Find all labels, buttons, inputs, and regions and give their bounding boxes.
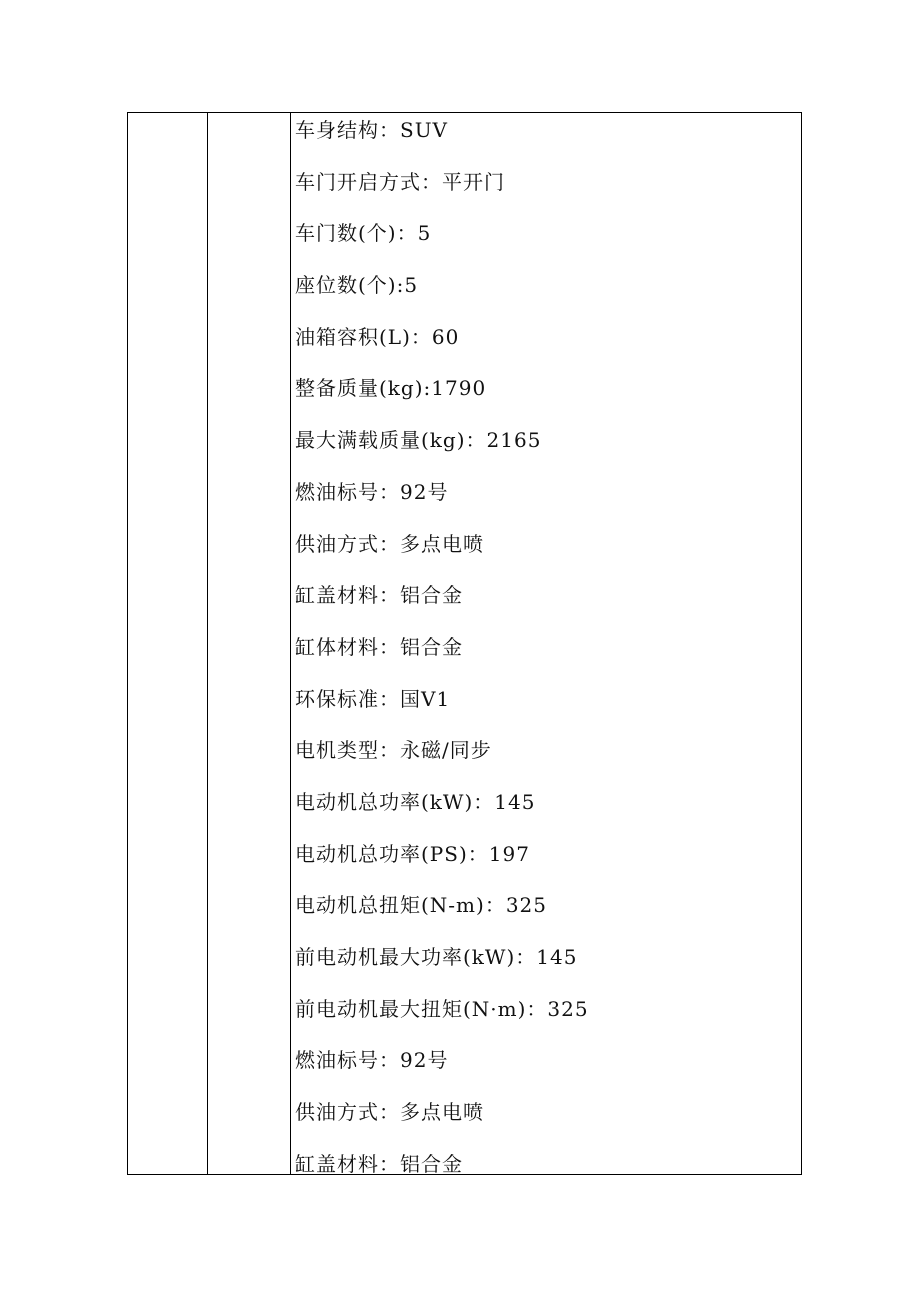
spec-line: 座位数(个):5 [295, 273, 419, 298]
spec-line: 前电动机最大功率(kW)：145 [295, 945, 578, 969]
empty-column-1 [128, 113, 208, 1174]
spec-line: 车门开启方式：平开门 [295, 169, 505, 194]
spec-line: 缸盖材料：铝合金 [295, 1151, 463, 1176]
empty-column-2 [208, 113, 291, 1174]
spec-line: 前电动机最大扭矩(N·m)：325 [295, 996, 589, 1021]
spec-line: 车门数(个)：5 [295, 221, 432, 246]
spec-line: 电机类型：永磁/同步 [295, 738, 492, 763]
spec-column [291, 113, 801, 1174]
spec-line: 燃油标号：92号 [295, 1048, 449, 1073]
spec-line: 电动机总功率(PS)：197 [295, 841, 530, 866]
spec-line: 缸体材料：铝合金 [295, 634, 463, 659]
spec-line: 缸盖材料：铝合金 [295, 583, 463, 608]
spec-line: 供油方式：多点电喷 [295, 531, 484, 556]
spec-line: 电动机总功率(kW)：145 [295, 789, 536, 814]
spec-line: 供油方式：多点电喷 [295, 1100, 484, 1125]
spec-table [127, 112, 802, 1175]
spec-line: 整备质量(kg):1790 [295, 376, 487, 401]
spec-line: 车身结构：SUV [295, 118, 448, 142]
spec-line: 最大满载质量(kg)：2165 [295, 428, 542, 453]
spec-line: 环保标准：国V1 [295, 686, 451, 711]
spec-line: 油箱容积(L)：60 [295, 324, 460, 349]
spec-line: 电动机总扭矩(N-m)：325 [295, 893, 548, 918]
spec-line: 燃油标号：92号 [295, 479, 449, 504]
